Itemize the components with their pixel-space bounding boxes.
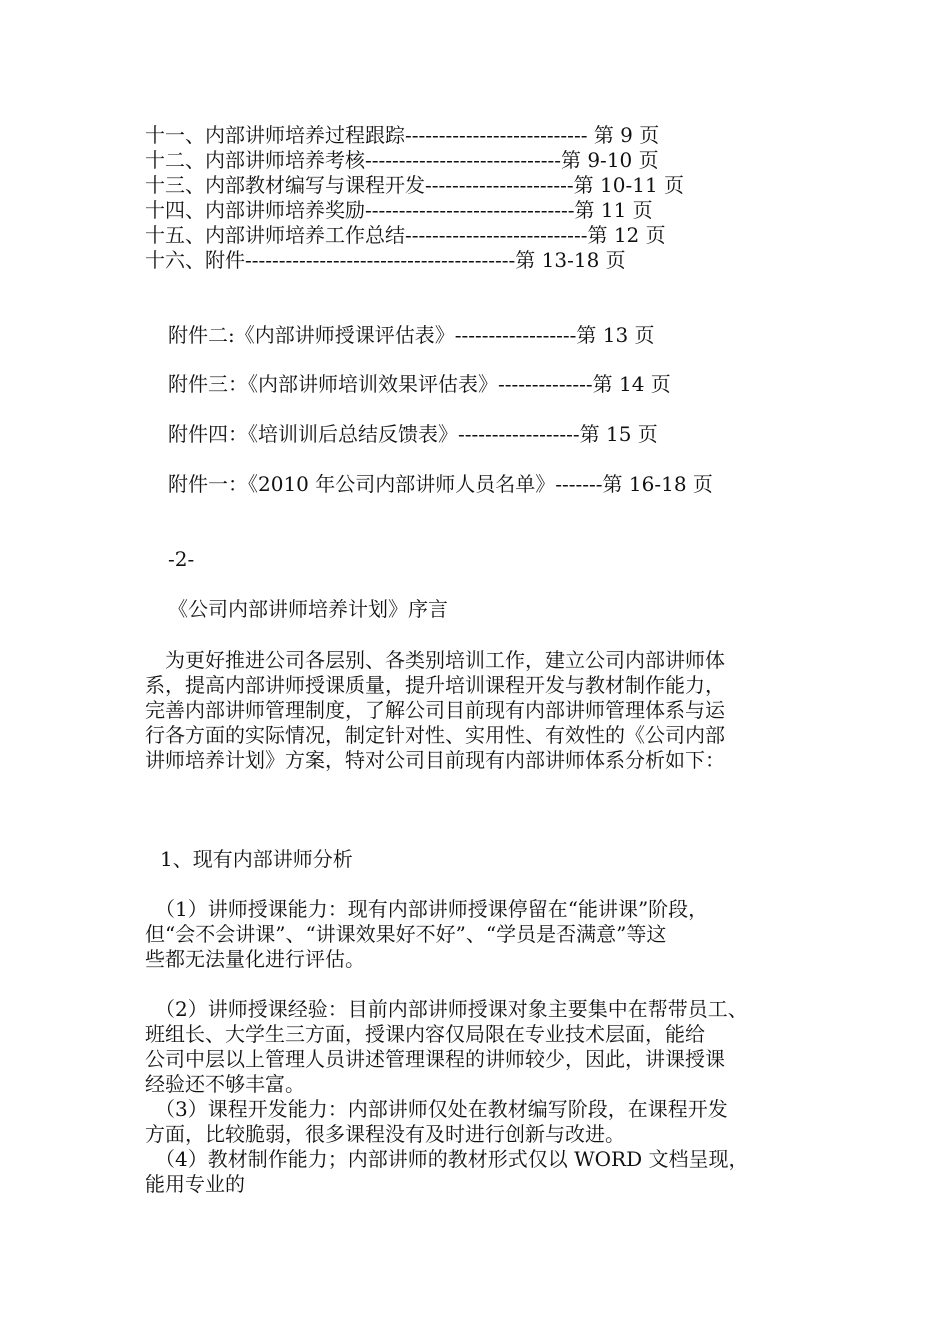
attachment-entry-3: 附件三：《内部讲师培训效果评估表》--------------第 14 页	[168, 372, 671, 396]
toc-entry-13: 十三、内部教材编写与课程开发----------------------第 10-11 页	[145, 173, 685, 197]
preface-line: 为更好推进公司各层别、各类别培训工作，建立公司内部讲师体	[145, 648, 725, 672]
page-number: -2-	[168, 547, 195, 571]
preface-line: 完善内部讲师管理制度，了解公司目前现有内部讲师管理体系与运	[145, 698, 725, 722]
paragraph-line: 班组长、大学生三方面，授课内容仅局限在专业技术层面，能给	[145, 1022, 705, 1046]
preface-title: 《公司内部讲师培养计划》序言	[168, 597, 448, 621]
preface-line: 讲师培养计划》方案，特对公司目前现有内部讲师体系分析如下：	[145, 748, 725, 772]
paragraph-line: （2）讲师授课经验：目前内部讲师授课对象主要集中在帮带员工、	[145, 997, 748, 1021]
toc-entry-12: 十二、内部讲师培养考核-----------------------------第 9-10 页	[145, 148, 659, 172]
attachment-entry-1: 附件一：《2010 年公司内部讲师人员名单》-------第 16-18 页	[168, 472, 713, 496]
preface-line: 系，提高内部讲师授课质量，提升培训课程开发与教材制作能力，	[145, 673, 725, 697]
paragraph-line: 经验还不够丰富。	[145, 1072, 305, 1096]
paragraph-line: 但“会不会讲课”、“讲课效果好不好”、“学员是否满意”等这	[145, 922, 667, 946]
attachment-entry-2: 附件二:《内部讲师授课评估表》------------------第 13 页	[168, 323, 655, 347]
section-heading: 1、现有内部讲师分析	[160, 847, 353, 871]
toc-entry-16: 十六、附件----------------------------------------第 13-18 页	[145, 248, 626, 272]
paragraph-line: 公司中层以上管理人员讲述管理课程的讲师较少，因此，讲课授课	[145, 1047, 725, 1071]
paragraph-line: 些都无法量化进行评估。	[145, 947, 365, 971]
attachment-entry-4: 附件四：《培训训后总结反馈表》------------------第 15 页	[168, 422, 658, 446]
toc-entry-11: 十一、内部讲师培养过程跟踪--------------------------- 第 9 页	[145, 123, 660, 147]
toc-entry-15: 十五、内部讲师培养工作总结---------------------------第 12 页	[145, 223, 666, 247]
paragraph-line: （3）课程开发能力：内部讲师仅处在教材编写阶段，在课程开发	[145, 1097, 728, 1121]
preface-line: 行各方面的实际情况，制定针对性、实用性、有效性的《公司内部	[145, 723, 725, 747]
paragraph-line: （1）讲师授课能力：现有内部讲师授课停留在“能讲课”阶段，	[145, 897, 709, 921]
paragraph-line: 能用专业的	[145, 1172, 245, 1196]
toc-entry-14: 十四、内部讲师培养奖励-------------------------------第 11 页	[145, 198, 653, 222]
paragraph-line: （4）教材制作能力；内部讲师的教材形式仅以 WORD 文档呈现，	[145, 1147, 749, 1171]
paragraph-line: 方面，比较脆弱，很多课程没有及时进行创新与改进。	[145, 1122, 625, 1146]
